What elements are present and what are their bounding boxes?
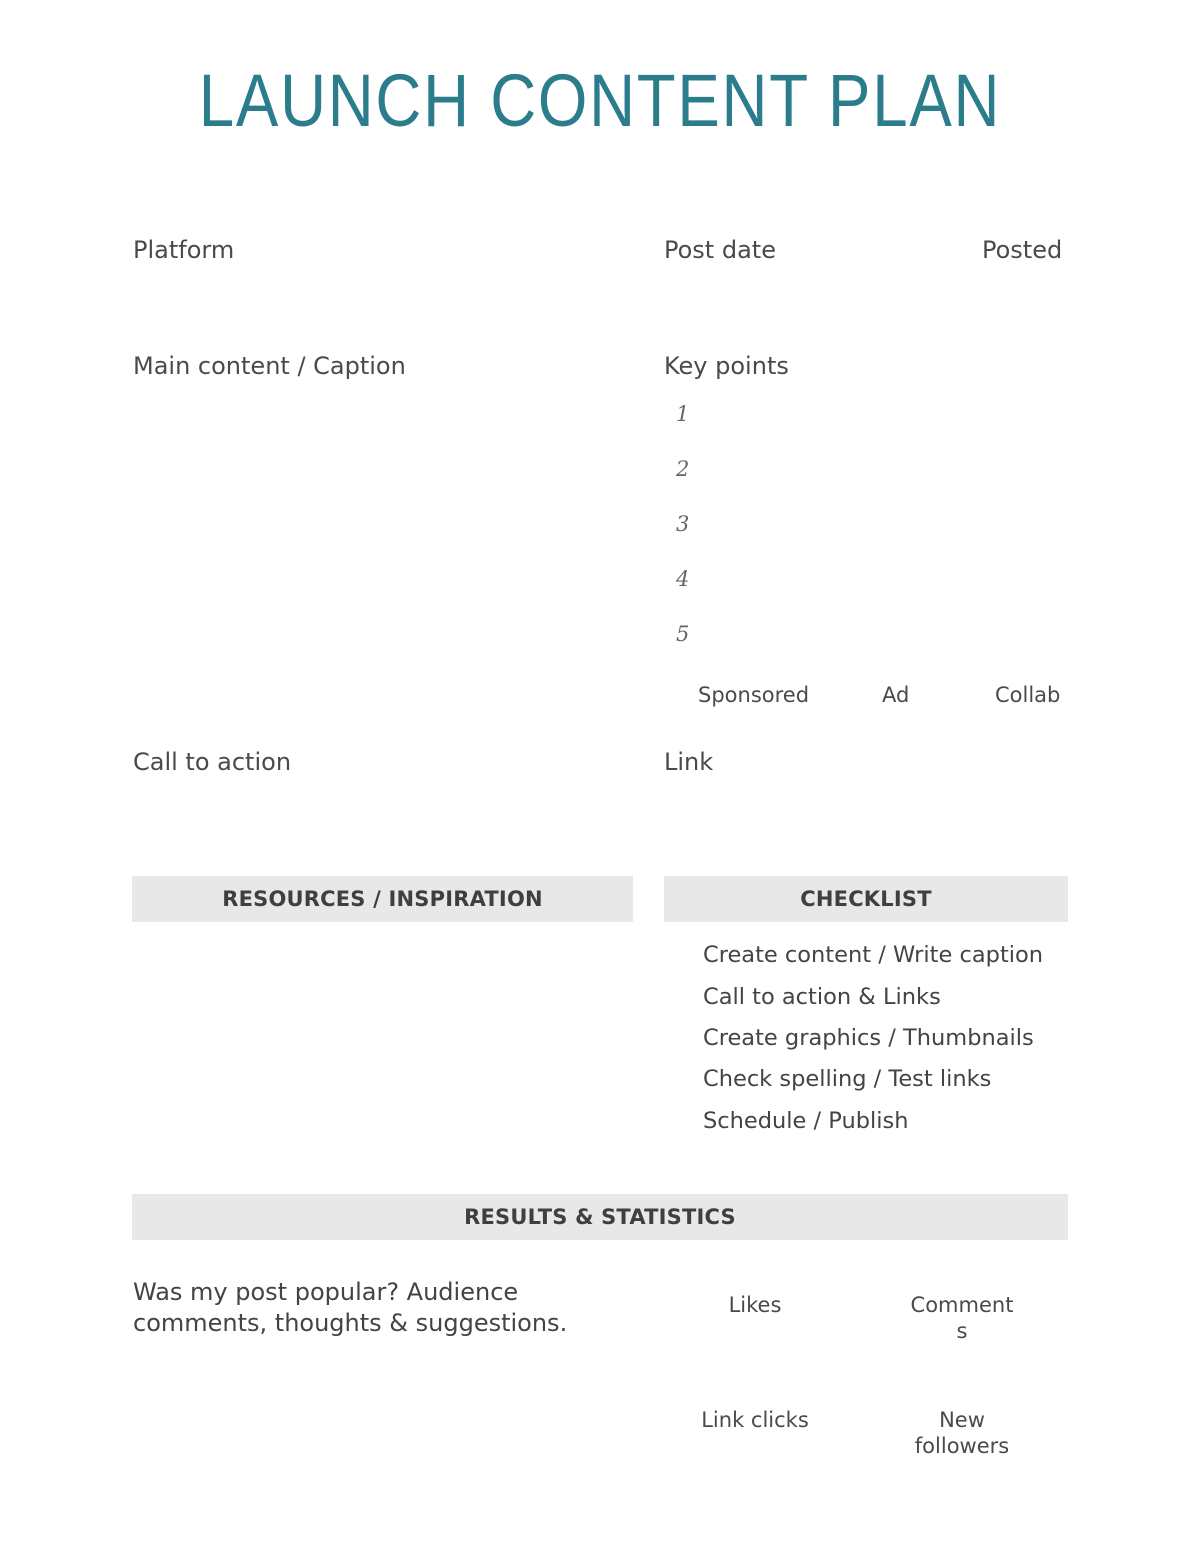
resources-heading: RESOURCES / INSPIRATION xyxy=(132,876,633,922)
checklist-item: Create graphics / Thumbnails xyxy=(703,1025,1034,1051)
stat-link-clicks: Link clicks xyxy=(701,1408,809,1432)
results-question: Was my post popular? Audience comments, thoughts & suggestions. xyxy=(133,1278,568,1337)
option-collab: Collab xyxy=(995,683,1061,707)
main-content-label: Main content / Caption xyxy=(133,352,406,380)
call-to-action-label: Call to action xyxy=(133,748,292,776)
posted-label: Posted xyxy=(982,236,1063,264)
checklist-item: Create content / Write caption xyxy=(703,942,1044,968)
link-label: Link xyxy=(664,748,714,776)
key-point-number: 3 xyxy=(676,512,690,536)
checklist-item: Schedule / Publish xyxy=(703,1108,909,1134)
key-points-label: Key points xyxy=(664,352,789,380)
stat-new-followers: New followers xyxy=(914,1408,1010,1458)
checklist-heading: CHECKLIST xyxy=(664,876,1068,922)
key-point-number: 1 xyxy=(676,402,690,426)
key-point-number: 2 xyxy=(676,457,690,481)
results-heading: RESULTS & STATISTICS xyxy=(132,1194,1068,1240)
checklist-item: Call to action & Links xyxy=(703,984,941,1010)
key-point-number: 4 xyxy=(676,567,690,591)
stat-likes: Likes xyxy=(728,1293,782,1317)
key-point-number: 5 xyxy=(676,622,690,646)
stat-comments: Comment s xyxy=(910,1293,1014,1343)
checklist-item: Check spelling / Test links xyxy=(703,1066,992,1092)
option-sponsored: Sponsored xyxy=(698,683,810,707)
option-ad: Ad xyxy=(882,683,910,707)
post-date-label: Post date xyxy=(664,236,776,264)
platform-label: Platform xyxy=(133,236,235,264)
page-title: LAUNCH CONTENT PLAN xyxy=(198,59,1002,142)
